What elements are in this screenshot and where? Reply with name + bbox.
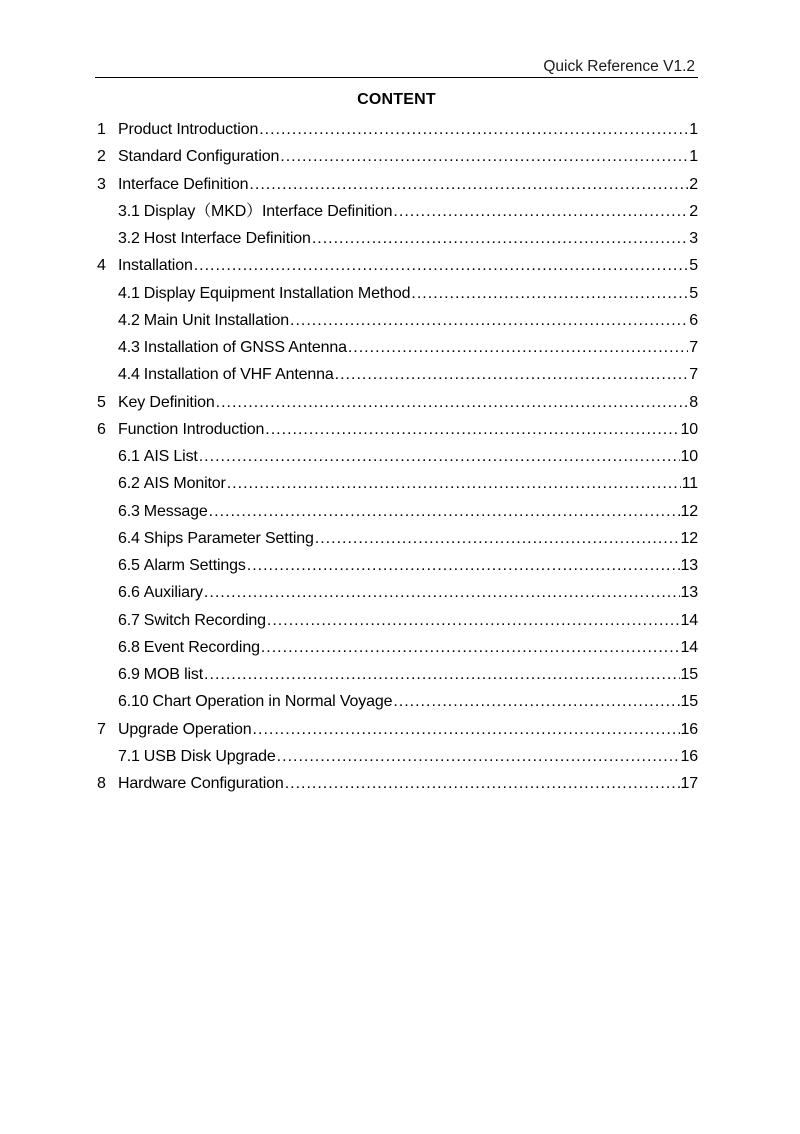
toc-entry-page: 13 — [680, 557, 698, 574]
dot-leader — [216, 389, 689, 416]
dot-leader — [290, 307, 688, 334]
dot-leader — [227, 470, 681, 497]
toc-entry-number: 4.4 — [118, 366, 140, 384]
toc-entry-label: Main Unit Installation — [143, 311, 290, 329]
toc-entry-number: 6.8 — [118, 638, 140, 656]
toc-entry-event-recording[interactable] — [97, 634, 698, 661]
toc-entry-number: 6.6 — [118, 584, 140, 602]
toc-entry-message[interactable] — [97, 498, 698, 525]
toc-entry-label: Chart Operation in Normal Voyage — [152, 693, 393, 711]
toc-entry-alarm-settings[interactable] — [97, 552, 698, 579]
toc-entry-interface-definition[interactable] — [97, 171, 698, 198]
dot-leader — [247, 552, 680, 579]
toc-entry-page: 17 — [680, 775, 698, 792]
toc-entry-number: 7 — [97, 720, 106, 738]
toc-entry-page: 7 — [689, 366, 698, 384]
toc-entry-number: 6.2 — [118, 475, 140, 493]
dot-leader — [285, 770, 680, 797]
toc-entry-number: 6.7 — [118, 611, 140, 629]
toc-entry-page: 15 — [680, 693, 698, 711]
toc-entry-label: Installation — [118, 257, 193, 275]
dot-leader — [204, 661, 679, 688]
toc-entry-main-unit-installation[interactable] — [97, 307, 698, 334]
toc-entry-page: 10 — [680, 420, 698, 438]
toc-entry-number: 4.3 — [118, 339, 140, 356]
toc-entry-page: 2 — [689, 175, 698, 193]
toc-entry-page: 11 — [681, 475, 698, 493]
toc-entry-page: 3 — [689, 230, 698, 247]
toc-entry-number: 2 — [97, 148, 106, 166]
dot-leader — [348, 334, 688, 361]
dot-leader — [259, 116, 688, 143]
dot-leader — [335, 361, 689, 388]
toc-entry-number: 6 — [97, 420, 106, 438]
toc-entry-label: Alarm Settings — [143, 557, 246, 574]
table-of-contents — [97, 116, 698, 797]
toc-entry-number: 6.9 — [118, 666, 140, 683]
toc-entry-page: 6 — [689, 311, 698, 329]
toc-entry-number: 7.1 — [118, 747, 140, 765]
toc-entry-page: 14 — [680, 638, 698, 656]
toc-entry-label: Installation of VHF Antenna — [143, 366, 334, 384]
toc-entry-page: 2 — [689, 202, 698, 220]
toc-entry-product-introduction[interactable] — [97, 116, 698, 143]
toc-entry-label: Key Definition — [118, 393, 215, 411]
toc-entry-key-definition[interactable] — [97, 389, 698, 416]
toc-entry-number: 4 — [97, 257, 106, 275]
toc-entry-standard-configuration[interactable] — [97, 143, 698, 170]
toc-entry-number: 6.5 — [118, 557, 140, 574]
toc-entry-page: 1 — [689, 148, 698, 166]
toc-entry-label: AIS Monitor — [143, 475, 226, 493]
toc-entry-label: Ships Parameter Setting — [143, 529, 314, 547]
toc-entry-page: 7 — [689, 339, 698, 356]
toc-entry-page: 13 — [680, 584, 698, 602]
toc-entry-page: 16 — [680, 720, 698, 738]
toc-entry-label: Installation of GNSS Antenna — [143, 339, 347, 356]
toc-entry-ships-parameter-setting[interactable] — [97, 525, 698, 552]
toc-entry-page: 14 — [680, 611, 698, 629]
toc-entry-number: 6.10 — [118, 693, 149, 711]
toc-entry-number: 3.1 — [118, 202, 140, 220]
toc-entry-upgrade-operation[interactable] — [97, 716, 698, 743]
dot-leader — [315, 525, 680, 552]
toc-entry-gnss-antenna[interactable] — [97, 334, 698, 361]
header-divider — [95, 77, 698, 78]
toc-entry-vhf-antenna[interactable] — [97, 361, 698, 388]
toc-entry-host-interface[interactable] — [97, 225, 698, 252]
toc-entry-label: Function Introduction — [118, 420, 265, 438]
toc-entry-label: Auxiliary — [143, 584, 203, 602]
toc-entry-function-introduction[interactable] — [97, 416, 698, 443]
toc-entry-ais-monitor[interactable] — [97, 470, 698, 497]
toc-entry-label: Product Introduction — [118, 121, 259, 138]
dot-leader — [261, 634, 680, 661]
toc-entry-number: 6.1 — [118, 448, 140, 465]
toc-entry-number: 5 — [97, 393, 106, 411]
dot-leader — [265, 416, 679, 443]
toc-entry-page: 1 — [689, 121, 698, 138]
dot-leader — [209, 498, 680, 525]
toc-entry-page: 16 — [680, 747, 698, 765]
toc-entry-number: 3.2 — [118, 230, 140, 247]
dot-leader — [249, 171, 688, 198]
toc-entry-page: 15 — [680, 666, 698, 683]
toc-entry-page: 5 — [689, 284, 698, 302]
toc-entry-number: 3 — [97, 175, 106, 193]
toc-entry-label: Display Equipment Installation Method — [143, 284, 411, 302]
toc-entry-installation[interactable] — [97, 252, 698, 279]
toc-entry-auxiliary[interactable] — [97, 579, 698, 606]
toc-entry-number: 6.3 — [118, 502, 140, 520]
toc-entry-label: Hardware Configuration — [118, 775, 284, 792]
toc-entry-display-equipment-installation[interactable] — [97, 280, 698, 307]
dot-leader — [253, 716, 680, 743]
toc-entry-number: 6.4 — [118, 529, 140, 547]
page-header-text: Quick Reference V1.2 — [543, 58, 695, 75]
toc-entry-hardware-configuration[interactable] — [97, 770, 698, 797]
toc-entry-number: 8 — [97, 775, 106, 792]
dot-leader — [277, 743, 680, 770]
toc-entry-display-mkd-interface[interactable] — [97, 198, 698, 225]
toc-entry-label: Message — [143, 502, 208, 520]
dot-leader — [199, 443, 680, 470]
toc-entry-ais-list[interactable] — [97, 443, 698, 470]
toc-entry-page: 10 — [680, 448, 698, 465]
toc-entry-page: 12 — [680, 529, 698, 547]
toc-entry-label: MOB list — [143, 666, 204, 683]
dot-leader — [393, 198, 688, 225]
toc-entry-label: Switch Recording — [143, 611, 266, 629]
dot-leader — [204, 579, 680, 606]
toc-entry-number: 4.1 — [118, 284, 140, 302]
toc-entry-label: Standard Configuration — [118, 148, 280, 166]
toc-entry-page: 5 — [689, 257, 698, 275]
toc-entry-number: 4.2 — [118, 311, 140, 329]
toc-entry-label: Event Recording — [143, 638, 260, 656]
toc-entry-page: 12 — [680, 502, 698, 520]
toc-entry-label: AIS List — [143, 448, 198, 465]
toc-entry-label: Upgrade Operation — [118, 720, 252, 738]
dot-leader — [194, 252, 689, 279]
dot-leader — [267, 607, 680, 634]
toc-entry-mob-list[interactable] — [97, 661, 698, 688]
dot-leader — [280, 143, 688, 170]
toc-entry-label: Host Interface Definition — [143, 230, 311, 247]
dot-leader — [411, 280, 688, 307]
toc-entry-switch-recording[interactable] — [97, 607, 698, 634]
toc-entry-label: Display（MKD）Interface Definition — [143, 202, 393, 220]
toc-entry-usb-disk-upgrade[interactable] — [97, 743, 698, 770]
toc-entry-chart-operation[interactable] — [97, 688, 698, 715]
dot-leader — [393, 688, 679, 715]
toc-title: CONTENT — [357, 91, 436, 108]
toc-entry-page: 8 — [689, 393, 698, 411]
toc-entry-number: 1 — [97, 121, 106, 138]
toc-entry-label: USB Disk Upgrade — [143, 747, 276, 765]
toc-entry-label: Interface Definition — [118, 175, 249, 193]
dot-leader — [312, 225, 688, 252]
